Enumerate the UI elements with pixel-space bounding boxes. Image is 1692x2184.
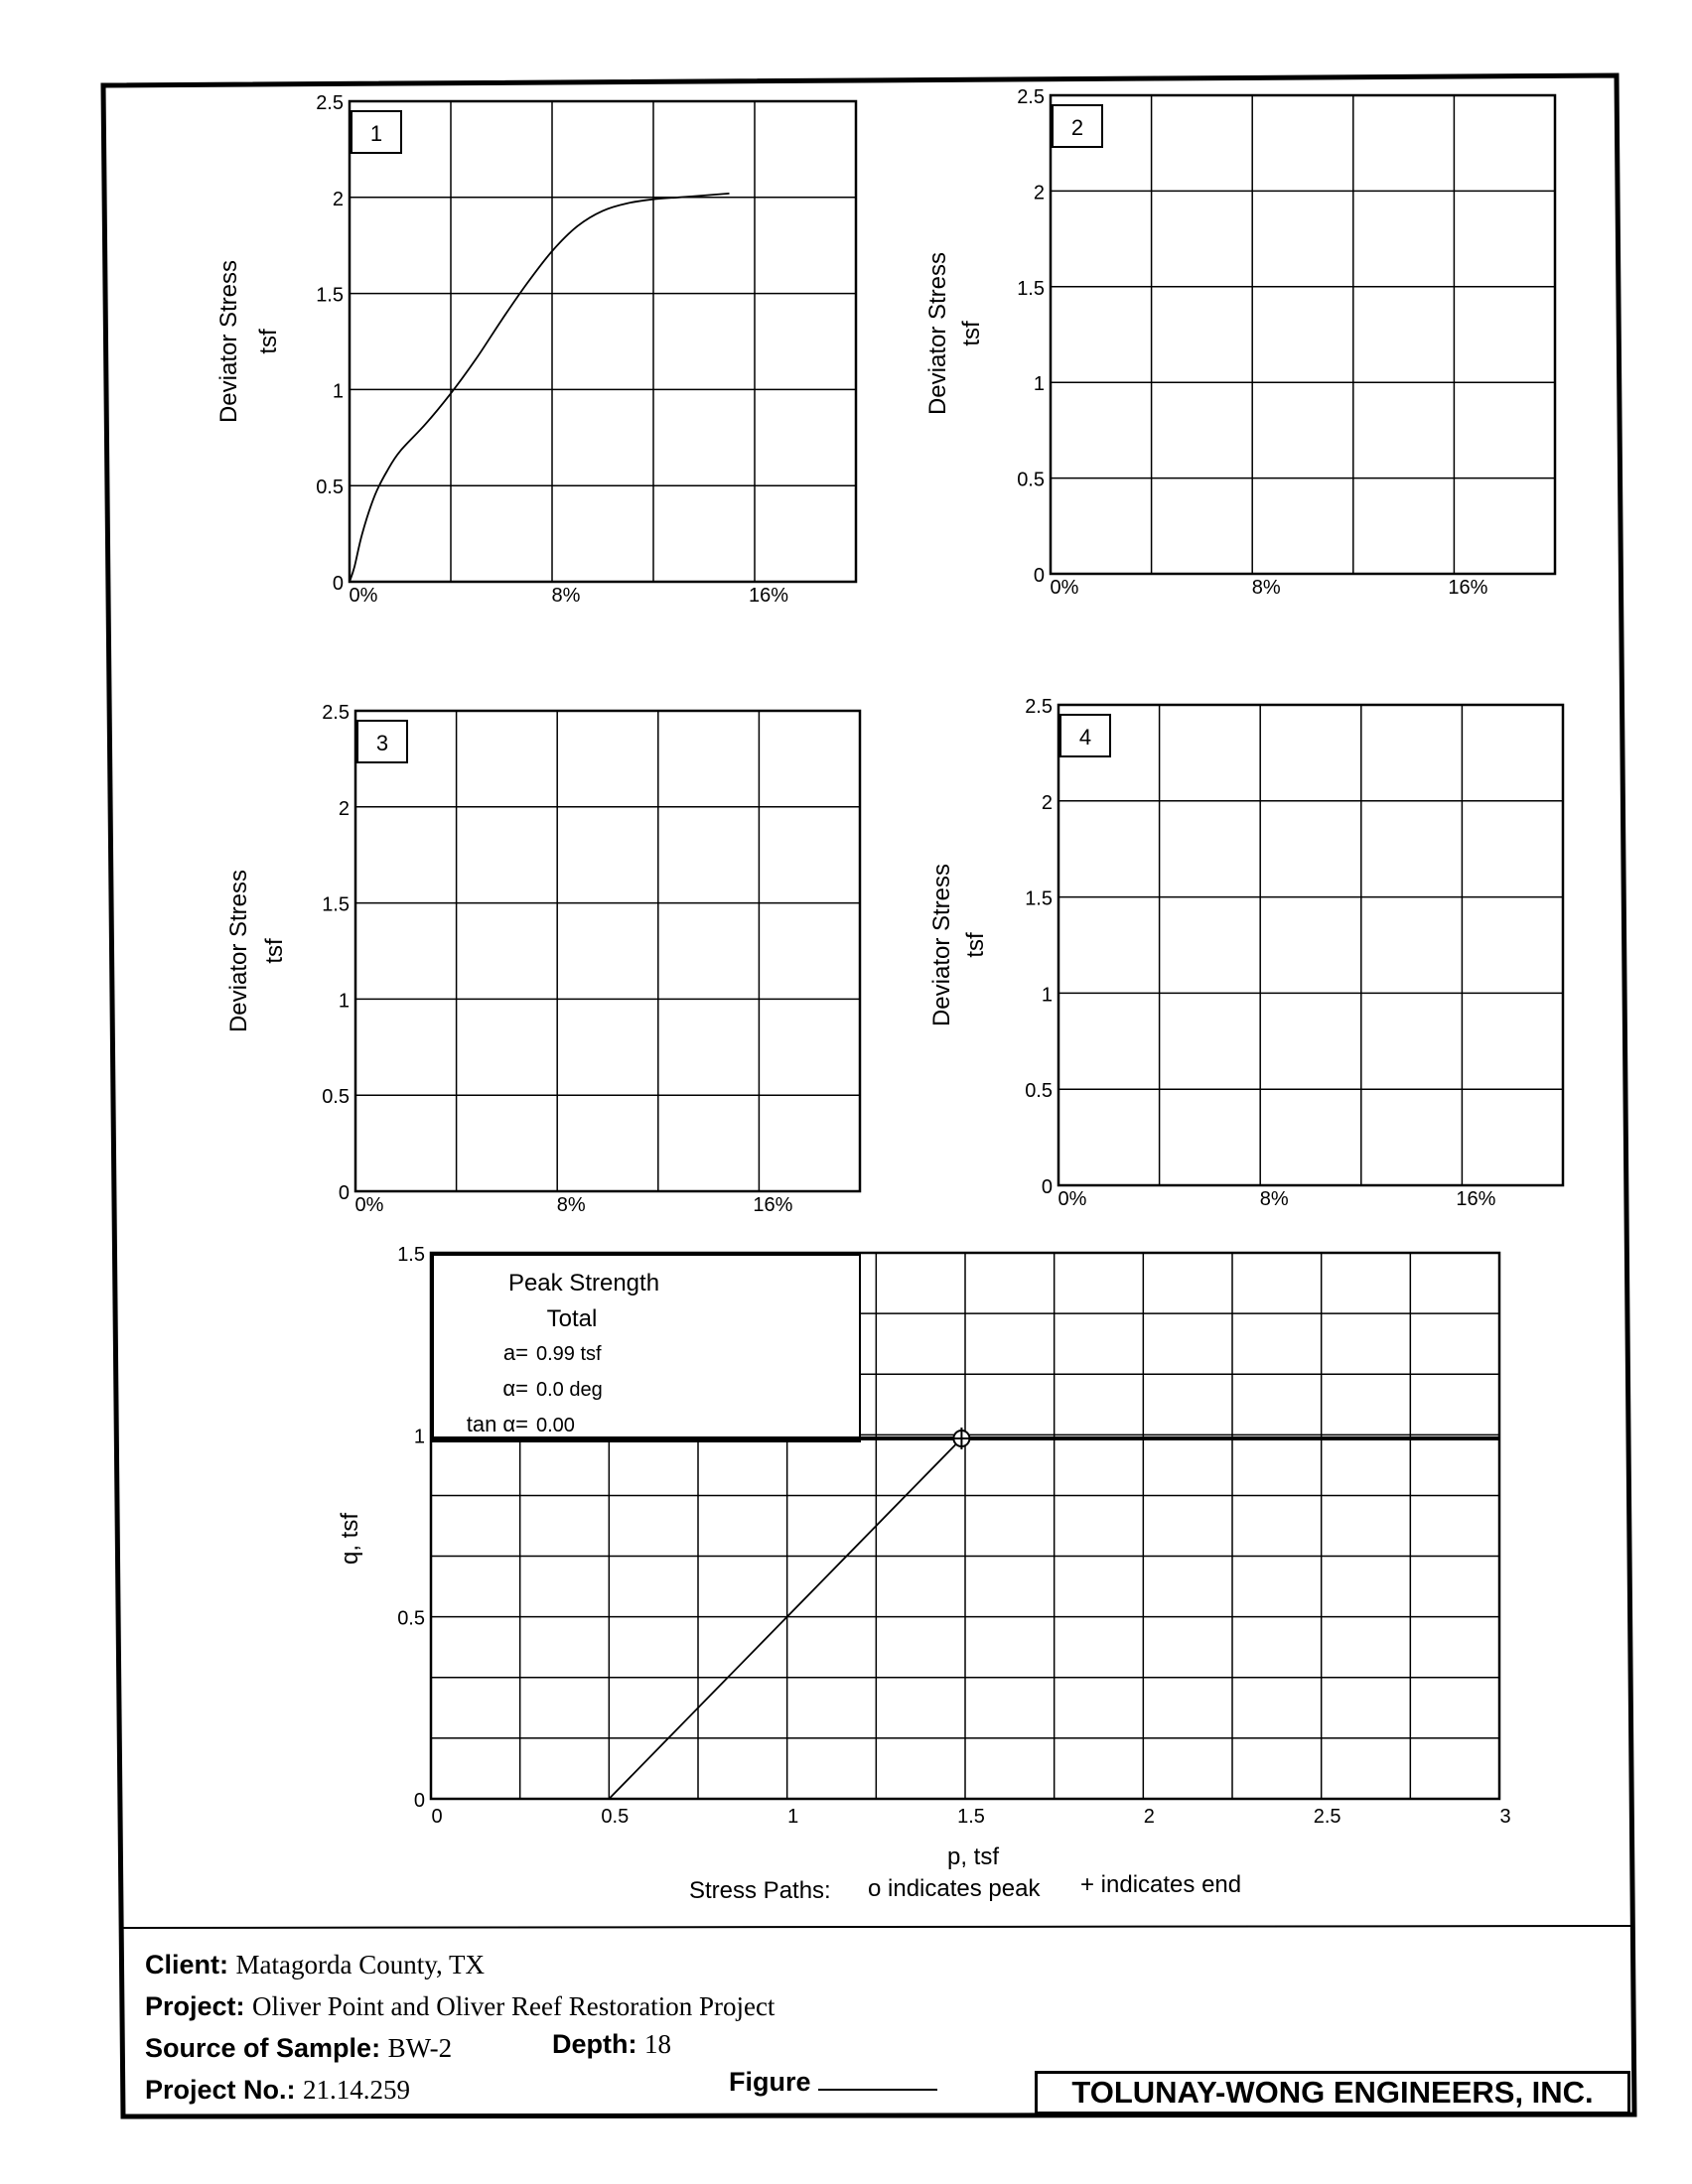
figure-number-blank	[818, 2067, 937, 2091]
project-value: Oliver Point and Oliver Reef Restoration Project	[252, 1991, 776, 2021]
client-label: Client:	[145, 1950, 228, 1979]
stress-path-caption	[689, 1871, 1241, 1904]
y-axis-title: Deviator Stress	[215, 259, 242, 424]
project-label: Project:	[145, 1991, 245, 2021]
x-tick-label: 1.5	[957, 1806, 985, 1828]
plot-frame	[1058, 705, 1563, 1185]
y-tick-label: 0.5	[1017, 469, 1045, 491]
y-tick-label: 0.5	[397, 1607, 425, 1630]
y-axis-title: Deviator Stress	[928, 863, 955, 1027]
y-tick-label: 2.5	[1017, 86, 1045, 108]
y-axis-units: tsf	[958, 321, 985, 346]
y-tick-label: 2.5	[1025, 696, 1053, 718]
source-row	[145, 2033, 452, 2064]
y-tick-label: 0.5	[316, 477, 344, 499]
x-tick-label: 0.5	[601, 1806, 630, 1828]
client-row	[145, 1950, 485, 1980]
y-tick-label: 0	[413, 1790, 425, 1812]
x-tick-label: 0%	[1058, 1188, 1087, 1210]
stress-path-caption-prefix: Stress Paths:	[689, 1877, 831, 1904]
footer-divider	[123, 1926, 1632, 1928]
x-tick-label: 16%	[1448, 577, 1488, 599]
y-tick-label: 2	[1041, 791, 1053, 814]
x-tick-label: 1	[787, 1806, 799, 1828]
project-number-label: Project No.:	[145, 2075, 296, 2105]
strength-panels	[215, 86, 1563, 1870]
stress-strain-curve	[350, 194, 730, 582]
legend-row-label: α=	[502, 1376, 528, 1401]
y-tick-label: 0	[338, 1182, 350, 1204]
y-tick-label: 0.5	[1025, 1080, 1053, 1103]
y-tick-label: 2	[332, 188, 344, 210]
y-axis-units: tsf	[962, 932, 989, 958]
x-tick-label: 2	[1143, 1806, 1155, 1828]
depth-value: 18	[644, 2029, 671, 2059]
legend-subtitle: Total	[546, 1305, 598, 1332]
y-tick-label: 1.5	[397, 1244, 425, 1266]
deviator-stress-panel-4	[928, 696, 1563, 1210]
x-tick-label: 16%	[748, 585, 789, 607]
legend-row-value: 0.0 deg	[536, 1379, 603, 1401]
deviator-stress-panel-1	[215, 92, 856, 607]
deviator-stress-panel-2	[924, 86, 1555, 599]
x-tick-label: 0%	[1050, 577, 1079, 599]
panel-number: 4	[1078, 725, 1092, 750]
project-row	[145, 1991, 775, 2022]
legend-row-label: tan α=	[466, 1412, 528, 1436]
stress-path-caption-peak: o indicates peak	[868, 1875, 1041, 1902]
project-number-row	[145, 2075, 410, 2106]
x-tick-label: 0%	[349, 585, 378, 607]
plot-frame	[1051, 95, 1555, 574]
y-tick-label: 0.5	[322, 1086, 350, 1109]
source-value: BW-2	[387, 2033, 453, 2063]
legend-row-label: a=	[502, 1340, 528, 1365]
deviator-stress-panel-3	[225, 702, 860, 1216]
y-tick-label: 1.5	[1025, 887, 1053, 910]
source-label: Source of Sample:	[145, 2033, 381, 2063]
x-tick-label: 8%	[556, 1194, 586, 1216]
x-tick-label: 0%	[354, 1194, 384, 1216]
x-tick-label: 8%	[551, 585, 581, 607]
legend-row-value: 0.00	[536, 1415, 575, 1436]
y-axis-title: q, tsf	[337, 1512, 363, 1566]
y-axis-title: Deviator Stress	[225, 869, 252, 1033]
x-tick-label: 8%	[1251, 577, 1281, 599]
y-tick-label: 1	[1041, 984, 1053, 1007]
y-tick-label: 1	[338, 990, 350, 1013]
y-axis-units: tsf	[255, 329, 282, 354]
x-tick-label: 3	[1499, 1806, 1511, 1828]
project-number-value: 21.14.259	[303, 2075, 411, 2105]
y-tick-label: 2.5	[322, 702, 350, 724]
depth-label: Depth:	[552, 2029, 637, 2059]
report-footer	[123, 1932, 1632, 2111]
panel-number: 3	[375, 731, 389, 755]
y-tick-label: 0	[332, 573, 344, 595]
x-axis-title: p, tsf	[946, 1843, 1000, 1870]
y-tick-label: 1	[1033, 373, 1045, 396]
x-tick-label: 2.5	[1313, 1806, 1341, 1828]
y-tick-label: 2.5	[316, 92, 344, 114]
plot-frame	[350, 101, 856, 582]
panel-number: 2	[1070, 115, 1084, 140]
y-tick-label: 2	[338, 797, 350, 820]
x-tick-label: 16%	[753, 1194, 793, 1216]
y-axis-title: Deviator Stress	[924, 251, 951, 416]
depth-row	[552, 2029, 671, 2060]
figure-row	[729, 2067, 937, 2098]
client-value: Matagorda County, TX	[235, 1950, 485, 1979]
y-tick-label: 0	[1041, 1176, 1053, 1198]
x-tick-label: 0	[431, 1806, 443, 1828]
company-name: TOLUNAY-WONG ENGINEERS, INC.	[1035, 2071, 1630, 2115]
stress-path-chart	[337, 1244, 1511, 1870]
y-axis-units: tsf	[261, 938, 288, 964]
y-tick-label: 1	[413, 1426, 425, 1448]
y-tick-label: 1.5	[322, 893, 350, 916]
y-tick-label: 1.5	[316, 284, 344, 307]
legend-row-value: 0.99 tsf	[536, 1343, 602, 1365]
stress-path-caption-end: + indicates end	[1080, 1871, 1242, 1898]
plot-frame	[355, 711, 860, 1191]
y-tick-label: 1.5	[1017, 277, 1045, 300]
y-tick-label: 0	[1033, 565, 1045, 587]
y-tick-label: 2	[1033, 182, 1045, 205]
stress-path-line	[609, 1438, 961, 1799]
y-tick-label: 1	[332, 380, 344, 403]
legend-title: Peak Strength	[507, 1270, 660, 1297]
x-tick-label: 16%	[1456, 1188, 1496, 1210]
x-tick-label: 8%	[1259, 1188, 1289, 1210]
panel-number: 1	[369, 121, 383, 146]
figure-label: Figure	[729, 2067, 811, 2097]
